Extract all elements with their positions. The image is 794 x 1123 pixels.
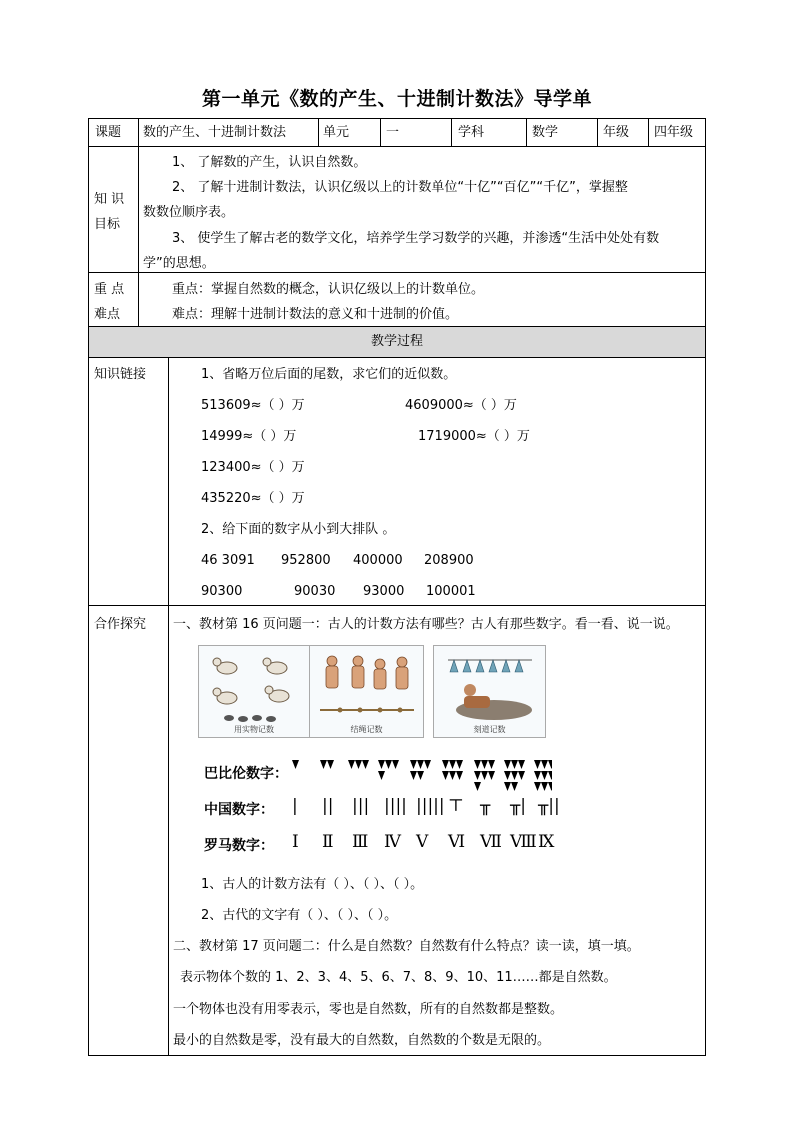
key-point: 重点：掌握自然数的概念，认识亿级以上的计数单位。 xyxy=(172,282,485,297)
chinese-label: 中国数字： xyxy=(204,802,274,818)
key-label-1: 重 点 xyxy=(94,282,125,297)
explore-label-cell xyxy=(88,605,169,1056)
goal-2b: 数数位顺序表。 xyxy=(143,205,235,220)
chinese-numeral-7: ╥ xyxy=(480,796,491,816)
babylon-numeral-4 xyxy=(378,760,399,780)
subject-label: 学科 xyxy=(458,125,485,140)
babylon-numeral-6 xyxy=(442,760,463,780)
illustration-caption-1: 用实物记数 xyxy=(234,725,274,734)
babylon-numeral-2 xyxy=(320,760,334,769)
unit-label: 单元 xyxy=(323,125,350,140)
grade-value: 四年级 xyxy=(654,125,694,140)
roman-numeral-2: Ⅱ xyxy=(322,832,334,852)
unit-value: 一 xyxy=(386,125,400,140)
statement-2: 一个物体也没有用零表示，零也是自然数，所有的自然数都是整数。 xyxy=(173,1002,564,1017)
topic-value: 数的产生、十进制计数法 xyxy=(143,125,287,140)
key-label-2: 难点 xyxy=(94,307,121,322)
number-8: 100001 xyxy=(426,584,476,599)
chinese-numeral-6: ⊤ xyxy=(448,796,464,816)
illustration-caption-3: 刻道记数 xyxy=(473,725,506,734)
chinese-numeral-1: | xyxy=(292,796,298,816)
link-q2: 2、给下面的数字从小到大排队 。 xyxy=(201,522,396,537)
page-title: 第一单元《数的产生、十进制计数法》导学单 xyxy=(201,88,592,110)
number-1: 46 3091 xyxy=(201,553,255,568)
chinese-numerals xyxy=(292,796,560,824)
link-label: 知识链接 xyxy=(94,367,147,382)
chinese-numeral-8: ╥| xyxy=(510,796,526,816)
carving-image xyxy=(434,646,545,726)
illustration-knot-counting xyxy=(309,645,424,738)
explore-q1: 一、教材第 16 页问题一：古人的计数方法有哪些？古人有那些数字。看一看、说一说。 xyxy=(173,617,679,632)
babylon-label: 巴比伦数字： xyxy=(204,766,288,782)
number-7: 93000 xyxy=(363,584,405,599)
goal-3b: 学”的思想。 xyxy=(143,256,215,271)
roman-numeral-4: Ⅳ xyxy=(384,832,401,852)
grade-label: 年级 xyxy=(603,125,630,140)
explore-label: 合作探究 xyxy=(94,617,147,632)
chinese-numeral-2: || xyxy=(322,796,334,816)
approx-4: 435220≈（ ）万 xyxy=(201,491,305,506)
subject-value: 数学 xyxy=(532,125,559,140)
goal-1: 1、 了解数的产生，认识自然数。 xyxy=(172,155,367,170)
number-5: 90300 xyxy=(201,584,243,599)
babylon-numerals xyxy=(292,756,552,794)
roman-numeral-5: Ⅴ xyxy=(416,832,429,852)
number-4: 208900 xyxy=(424,553,474,568)
link-q1: 1、省略万位后面的尾数，求它们的近似数。 xyxy=(201,367,457,382)
chinese-numeral-4: |||| xyxy=(384,796,407,816)
knot-people-image xyxy=(310,646,423,726)
roman-numeral-8: Ⅷ xyxy=(510,832,537,852)
babylon-numeral-5 xyxy=(410,760,431,780)
key-difficulty: 难点：理解十进制计数法的意义和十进制的价值。 xyxy=(172,307,459,322)
chinese-numeral-3: ||| xyxy=(352,796,370,816)
explore-q2: 二、教材第 17 页问题二：什么是自然数？自然数有什么特点？读一读，填一填。 xyxy=(173,939,640,954)
approx-3: 123400≈（ ）万 xyxy=(201,460,305,475)
fill-question-2: 2、古代的文字有（ ）、（ ）、（ ）。 xyxy=(201,908,398,923)
link-label-cell xyxy=(88,357,169,606)
roman-numeral-6: Ⅵ xyxy=(448,832,466,852)
fill-question-1: 1、古人的计数方法有（ ）、（ ）、（ ）。 xyxy=(201,877,424,892)
number-3: 400000 xyxy=(353,553,403,568)
statement-1: 表示物体个数的 1、2、3、4、5、6、7、8、9、10、11……都是自然数。 xyxy=(180,970,617,985)
roman-numeral-1: Ⅰ xyxy=(292,832,299,852)
roman-numerals xyxy=(292,832,555,860)
roman-label: 罗马数字： xyxy=(204,838,274,854)
number-2: 952800 xyxy=(281,553,331,568)
roman-numeral-9: Ⅸ xyxy=(538,832,555,852)
goals-label-2: 目标 xyxy=(94,217,121,232)
goal-3a: 3、 使学生了解古老的数学文化，培养学生学习数学的兴趣，并渗透“生活中处处有数 xyxy=(172,231,660,246)
approx-1b: 4609000≈（ ）万 xyxy=(405,398,517,413)
babylon-numeral-1 xyxy=(292,760,299,769)
approx-1a: 513609≈（ ）万 xyxy=(201,398,305,413)
roman-numeral-3: Ⅲ xyxy=(352,832,369,852)
goal-2a: 2、 了解十进制计数法，认识亿级以上的计数单位“十亿”“百亿”“千亿”，掌握整 xyxy=(172,180,628,195)
topic-label: 课题 xyxy=(95,125,122,140)
process-header: 教学过程 xyxy=(370,334,423,349)
number-6: 90030 xyxy=(294,584,336,599)
babylon-numeral-9 xyxy=(534,760,552,791)
chinese-numeral-9: ╥|| xyxy=(538,796,560,816)
statement-3: 最小的自然数是零，没有最大的自然数，自然数的个数是无限的。 xyxy=(173,1033,551,1048)
illustration-caption-2: 结绳记数 xyxy=(350,725,383,734)
chinese-numeral-5: ||||| xyxy=(416,796,445,816)
goats-image xyxy=(199,646,309,726)
goals-label-cell xyxy=(88,146,139,273)
illustration-object-counting xyxy=(198,645,310,738)
approx-2b: 1719000≈（ ）万 xyxy=(418,429,530,444)
babylon-numeral-7 xyxy=(474,760,495,791)
roman-numeral-7: Ⅶ xyxy=(480,832,502,852)
babylon-numeral-3 xyxy=(348,760,369,769)
approx-2a: 14999≈（ ）万 xyxy=(201,429,297,444)
babylon-numeral-8 xyxy=(504,760,525,791)
goals-label-1: 知 识 xyxy=(94,192,125,207)
illustration-carving-counting xyxy=(433,645,546,738)
